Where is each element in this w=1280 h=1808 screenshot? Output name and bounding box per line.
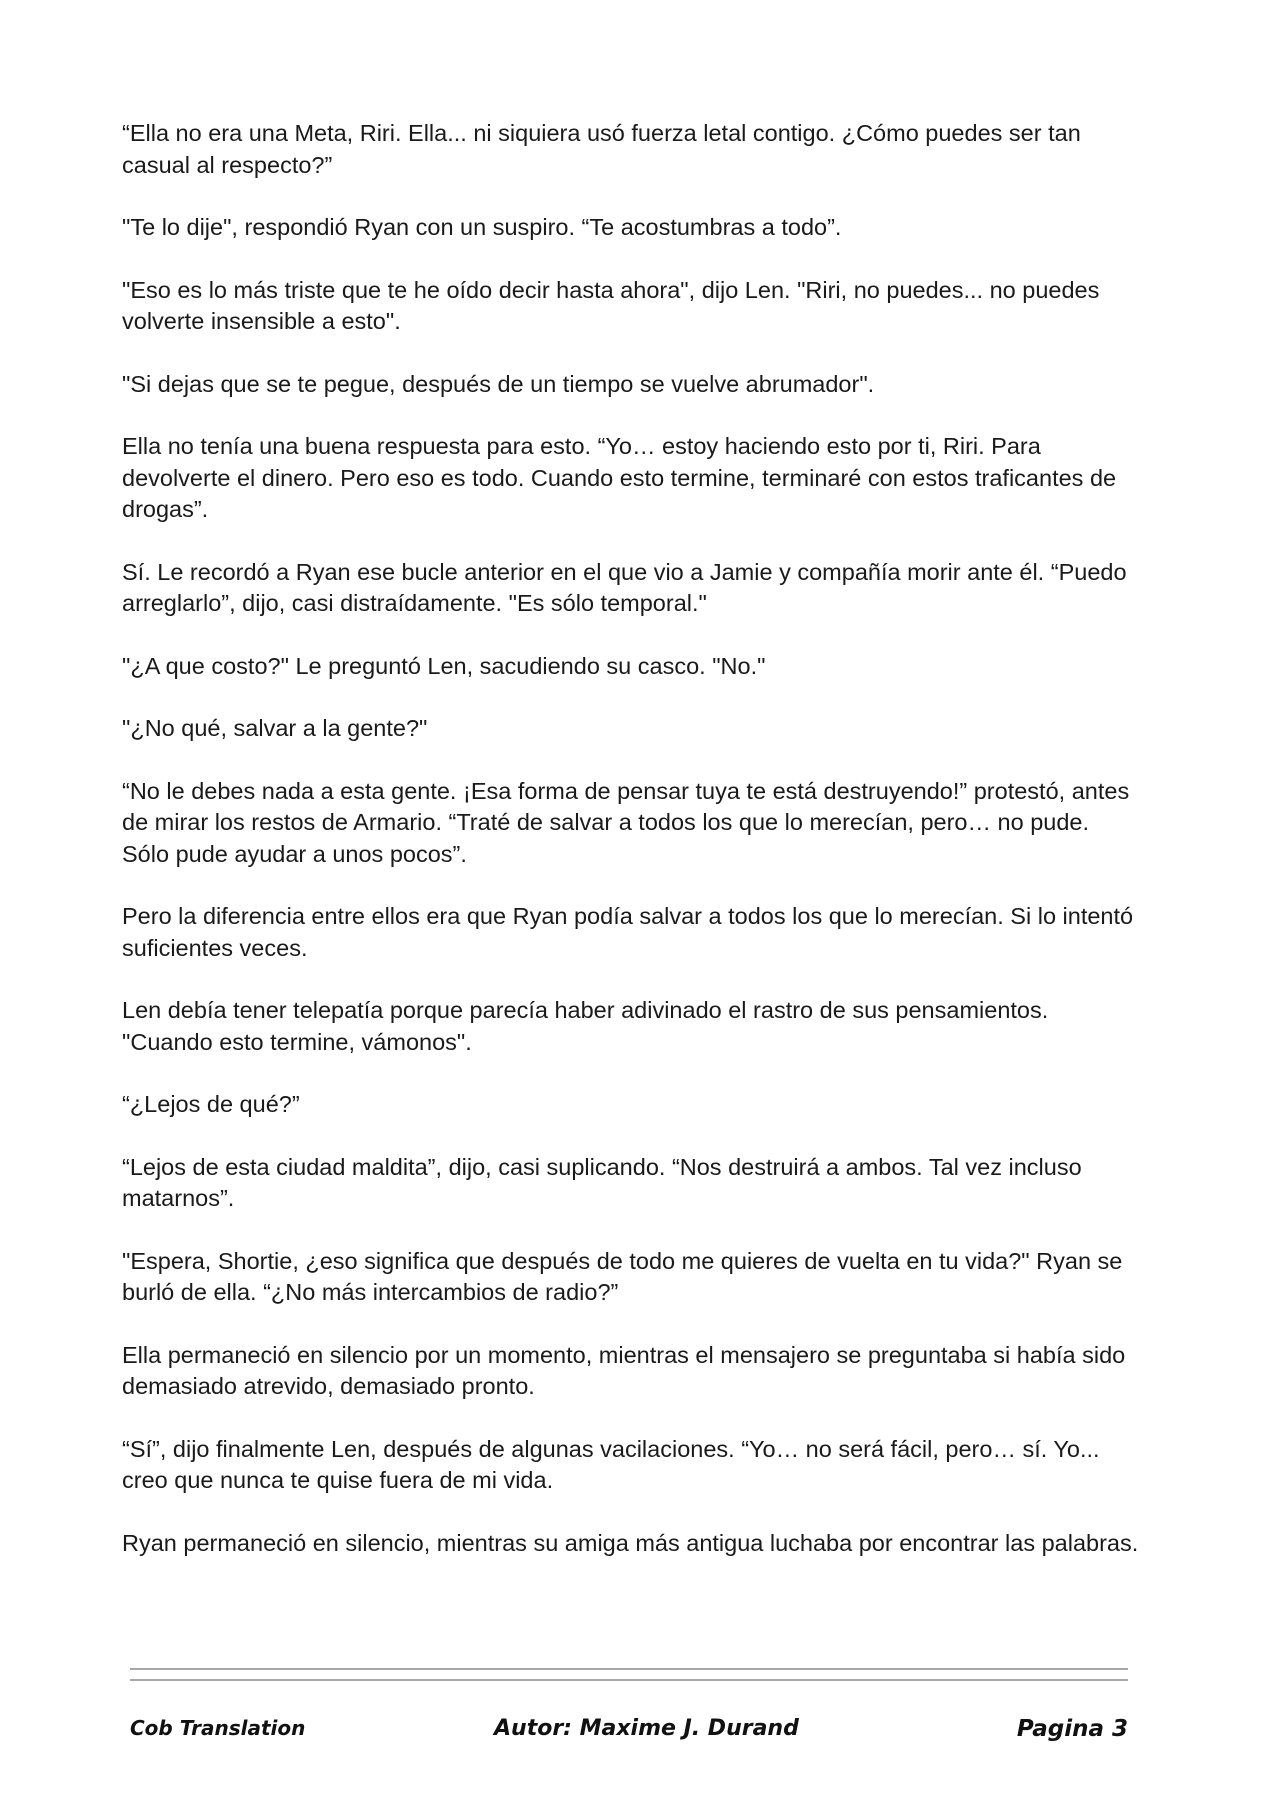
paragraph-14: "Espera, Shortie, ¿eso significa que después de todo me quieres de vuelta en tu vida?" Ryan se burló de ella. “¿No más intercambios de radio?” (122, 1247, 1123, 1305)
paragraph-17: Ryan permaneció en silencio, mientras su amiga más antigua luchaba por encontrar las palabras. (122, 1529, 1139, 1556)
paragraph-15: Ella permaneció en silencio por un momento, mientras el mensajero se preguntaba si había sido demasiado atrevido, demasiado pronto. (122, 1341, 1126, 1399)
paragraph-4: "Si dejas que se te pegue, después de un tiempo se vuelve abrumador". (122, 370, 875, 397)
footer-page-number: Pagina 3 (1016, 1716, 1128, 1742)
footer-divider-top (130, 1668, 1128, 1670)
paragraph-9: “No le debes nada a esta gente. ¡Esa forma de pensar tuya te está destruyendo!” protestó, antes de mirar los restos de Armario. “Traté de salvar a todos los que lo merecían, pero… no pude. Sólo pude ayudar a unos pocos”. (122, 777, 1130, 867)
paragraph-10: Pero la diferencia entre ellos era que Ryan podía salvar a todos los que lo merecían. Si lo intentó suficientes veces. (122, 903, 1134, 961)
paragraph-7: "¿A que costo?" Le preguntó Len, sacudiendo su casco. "No." (122, 652, 766, 679)
paragraph-6: Sí. Le recordó a Ryan ese bucle anterior en el que vio a Jamie y compañía morir ante él. “Puedo arreglarlo”, dijo, casi distraídamente. "Es sólo temporal." (122, 558, 1127, 616)
footer-translator: Cob Translation (130, 1716, 306, 1740)
paragraph-5: Ella no tenía una buena respuesta para esto. “Yo… estoy haciendo esto por ti, Riri. Para devolverte el dinero. Pero eso es todo. Cuando esto termine, terminaré con estos traficantes de drogas”. (122, 433, 1117, 522)
page-footer (130, 1716, 1128, 1748)
footer-author: Autor: Maxime J. Durand (494, 1716, 799, 1741)
body-text (122, 118, 1142, 1590)
paragraph-2: "Te lo dije", respondió Ryan con un suspiro. “Te acostumbras a todo”. (122, 214, 842, 240)
paragraph-3: "Eso es lo más triste que te he oído decir hasta ahora", dijo Len. "Riri, no puedes... no puedes volverte insensible a esto". (122, 276, 1100, 334)
paragraph-13: “Lejos de esta ciudad maldita”, dijo, casi suplicando. “Nos destruirá a ambos. Tal vez incluso matarnos”. (122, 1153, 1082, 1211)
paragraph-1: “Ella no era una Meta, Riri. Ella... ni siquiera usó fuerza letal contigo. ¿Cómo puedes ser tan casual al respecto?” (122, 120, 1081, 178)
paragraph-16: “Sí”, dijo finalmente Len, después de algunas vacilaciones. “Yo… no será fácil, pero… sí. Yo... creo que nunca te quise fuera de mi vida. (122, 1435, 1100, 1493)
paragraph-11: Len debía tener telepatía porque parecía haber adivinado el rastro de sus pensamientos. "Cuando esto termine, vámonos". (122, 997, 1049, 1055)
footer-divider-bottom (130, 1679, 1128, 1681)
paragraph-12: “¿Lejos de qué?” (122, 1091, 300, 1117)
paragraph-8: "¿No qué, salvar a la gente?" (122, 715, 428, 741)
